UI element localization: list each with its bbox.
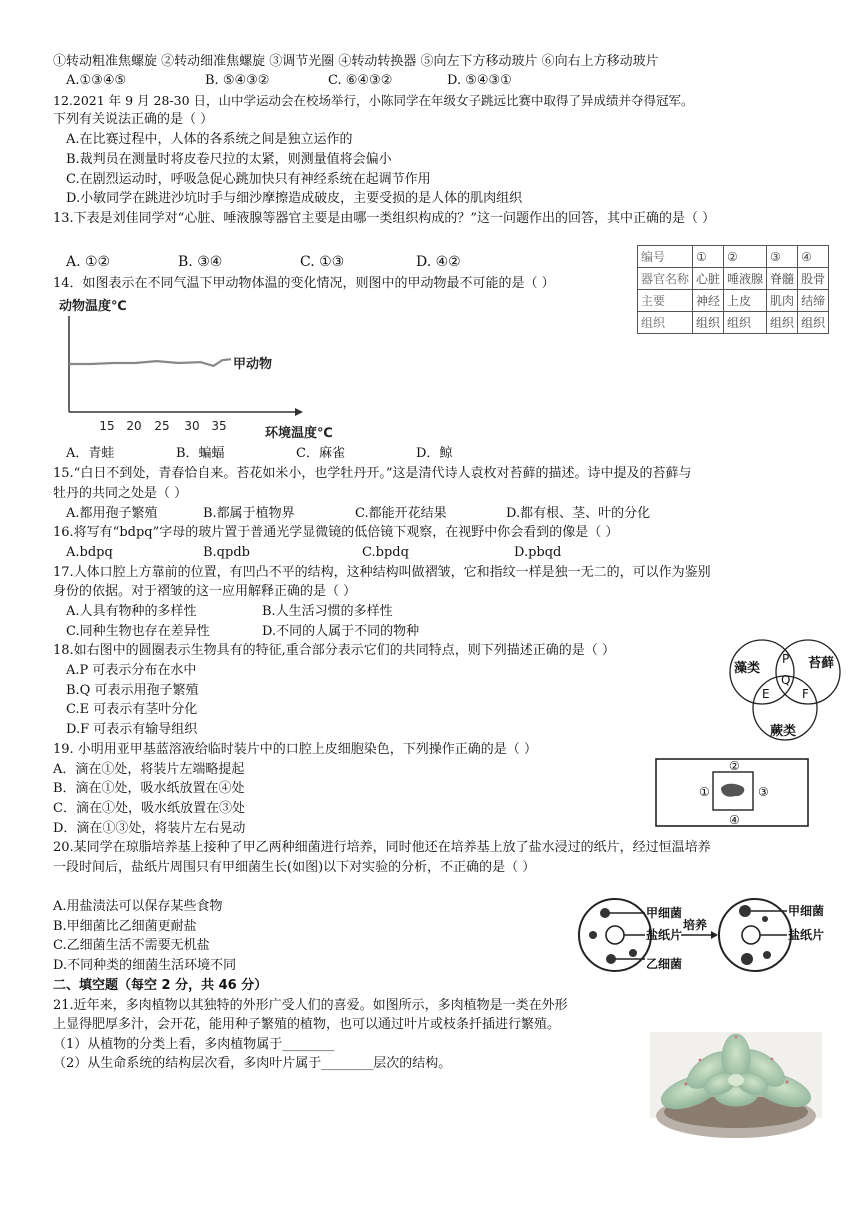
colony-b-after: [741, 953, 753, 965]
table-cell: ①: [693, 246, 724, 268]
colony-b-before: [606, 954, 616, 964]
q12-option-d: D.小敏同学在跳进沙坑时手与细沙摩擦造成破皮，主要受损的是人体的肌肉组织: [66, 191, 523, 206]
table-cell: 股骨: [798, 268, 829, 290]
q19-option-a: A．滴在①处，将装片左端略提起: [53, 762, 245, 777]
venn-diagram: [722, 636, 850, 752]
position-1: ①: [699, 785, 710, 799]
q20-stem-2: 一段时间后，盐纸片周围只有甲细菌生长(如图)以下对实验的分析，不正确的是（ ）: [53, 860, 536, 875]
table-cell: 心脏: [693, 268, 724, 290]
position-2: ②: [729, 759, 740, 773]
colony-c-before: [629, 949, 637, 957]
q18-option-d: D.F 可表示有输导组织: [66, 722, 198, 737]
label-e: E: [762, 687, 770, 701]
x-tick-label: 30: [184, 419, 200, 433]
x-ticks: [99, 419, 226, 433]
q18-option-a: A.P 可表示分布在水中: [66, 663, 197, 678]
section-title: 二、填空题（每空 2 分，共 46 分）: [53, 978, 268, 993]
table-cell: 上皮: [724, 290, 767, 312]
q11-steps: ①转动粗准焦螺旋 ②转动细准焦螺旋 ③调节光圈 ④转动转换器 ⑤向左下方移动玻片 ⑥向右上方移动玻片: [53, 54, 659, 69]
table-row: [638, 268, 829, 290]
paper-after: [742, 926, 760, 944]
label-jia: 甲细菌: [646, 906, 683, 920]
q12-stem: 12.2021 年 9 月 28-30 日，山中学运动会在校场举行，小陈同学在年级女子跳远比赛中取得了异成绩并夺得冠军。: [53, 93, 694, 108]
q21-sub-2: （2）从生命系统的结构层次看，多肉叶片属于________层次的结构。: [53, 1056, 452, 1071]
q12-option-c: C.在剧烈运动时，呼吸急促心跳加快只有神经系统在起调节作用: [66, 172, 431, 187]
q14-option-c: C．麻雀: [296, 446, 345, 461]
table-row: [638, 246, 829, 268]
position-4: ④: [729, 813, 740, 827]
table-cell: ④: [798, 246, 829, 268]
table-cell: 结缔: [798, 290, 829, 312]
q13-option-c: C. ①③: [300, 254, 345, 270]
x-axis-arrow: [295, 408, 303, 416]
label-yi: 乙细菌: [646, 957, 683, 971]
x-tick-label: 25: [154, 419, 170, 433]
succulent-photo: [650, 1032, 822, 1118]
q21-stem-2: 上显得肥厚多汁，会开花，能用种子繁殖的植物，也可以通过叶片或枝条扦插进行繁殖。: [53, 1017, 561, 1032]
label-fern: 蕨类: [770, 724, 797, 739]
label-salt-2: 盐纸片: [788, 928, 825, 942]
q14-option-a: A．青蛙: [66, 446, 115, 461]
table-cell: 组织: [638, 312, 693, 334]
q20-option-b: B.甲细菌比乙细菌更耐盐: [53, 919, 197, 934]
q15-option-c: C.都能开花结果: [355, 506, 447, 521]
table-cell: 编号: [638, 246, 693, 268]
q17-stem: 17.人体口腔上方靠前的位置，有凹凸不平的结构，这种结构叫做褶皱，它和指纹一样是独一无二的，可以作为鉴别: [53, 565, 711, 580]
label-moss: 苔藓: [808, 656, 835, 671]
q18-option-b: B.Q 可表示用孢子繁殖: [66, 683, 199, 698]
series-label: 甲动物: [233, 357, 273, 372]
table-row: [638, 312, 829, 334]
label-p: P: [782, 652, 790, 666]
q13-stem: 13.下表是刘佳同学对“心脏、唾液腺等器官主要是由哪一类组织构成的？”这一问题作出的回答，其中正确的是（ ）: [53, 211, 716, 226]
q16-option-b: B.qpdb: [203, 545, 250, 560]
table-cell: 神经: [693, 290, 724, 312]
q21-sub-1: （1）从植物的分类上看，多肉植物属于________: [53, 1037, 335, 1052]
q17-stem-2: 身份的依据。对于褶皱的这一应用解释正确的是（ ）: [53, 584, 357, 599]
q13-option-b: B. ③④: [178, 254, 223, 270]
y-axis-label: 动物温度℃: [59, 299, 127, 314]
q13-option-d: D. ④②: [416, 254, 461, 270]
q17-option-b: B.人生活习惯的多样性: [262, 604, 393, 619]
q14-option-b: B．蝙蝠: [176, 446, 225, 461]
q19-stem: 19. 小明用亚甲基蓝溶液给临时装片中的口腔上皮细胞染色，下列操作正确的是（ ）: [53, 742, 537, 757]
table-cell: 主要: [638, 290, 693, 312]
q15-option-b: B.都属于植物界: [203, 506, 295, 521]
slide-diagram: [655, 758, 810, 828]
table-cell: 器官名称: [638, 268, 693, 290]
q12-option-a: A.在比赛过程中，人体的各系统之间是独立运作的: [66, 132, 353, 147]
label-algae: 藻类: [734, 661, 761, 676]
bacteria-culture-diagram: [575, 889, 855, 981]
table-cell: 组织: [693, 312, 724, 334]
q15-option-d: D.都有根、茎、叶的分化: [506, 506, 651, 521]
body-temperature-chart: [55, 296, 333, 446]
table-cell: 组织: [724, 312, 767, 334]
q16-option-c: C.bpdq: [362, 545, 409, 560]
q21-stem: 21.近年来，多肉植物以其独特的外形广受人们的喜爱。如图所示，多肉植物是一类在外形: [53, 998, 568, 1013]
colony-jia-after: [739, 905, 751, 917]
q16-option-a: A.bdpq: [66, 545, 113, 560]
q15-option-a: A.都用孢子繁殖: [66, 506, 158, 521]
colony-c-after: [763, 951, 771, 959]
label-culture: 培养: [683, 918, 708, 932]
culture-arrowhead: [711, 931, 718, 939]
q11-option-c: C. ⑥④③②: [328, 73, 393, 88]
q20-stem: 20.某同学在琼脂培养基上接种了甲乙两种细菌进行培养，同时他还在培养基上放了盐水浸过的纸片，经过恒温培养: [53, 840, 711, 855]
q18-option-c: C.E 可表示有茎叶分化: [66, 702, 198, 717]
q12-option-b: B.裁判员在测量时将皮卷尺拉的太紧，则测量值将会偏小: [66, 152, 392, 167]
q11-option-a: A.①③④⑤: [66, 73, 127, 88]
q19-option-b: B．滴在①处，吸水纸放置在④处: [53, 781, 245, 796]
q13-option-a: A. ①②: [66, 254, 111, 270]
table-cell: 肌肉: [767, 290, 798, 312]
series-line: [69, 359, 231, 366]
paper-before: [606, 926, 624, 944]
q14-option-d: D．鲸: [416, 446, 453, 461]
table-cell: 唾液腺: [724, 268, 767, 290]
organ-tissue-table: [637, 245, 829, 334]
table-cell: 脊髓: [767, 268, 798, 290]
q20-option-a: A.用盐渍法可以保存某些食物: [53, 899, 223, 914]
q15-stem-2: 牡丹的共同之处是（ ）: [53, 486, 188, 501]
q20-option-d: D.不同种类的细菌生活环境不同: [53, 958, 237, 973]
q17-option-a: A.人具有物种的多样性: [66, 604, 197, 619]
x-tick-label: 15: [99, 419, 115, 433]
q19-option-c: C．滴在①处，吸水纸放置在③处: [53, 801, 245, 816]
table-cell: 组织: [798, 312, 829, 334]
label-jia-2: 甲细菌: [788, 904, 825, 918]
colony-a-before: [589, 931, 597, 939]
x-tick-label: 35: [211, 419, 227, 433]
q18-stem: 18.如右图中的圆圈表示生物具有的特征,重合部分表示它们的共同特点，则下列描述正确的是（ ）: [53, 643, 615, 658]
q19-option-d: D．滴在①③处，将装片左右晃动: [53, 821, 246, 836]
table-cell: 组织: [767, 312, 798, 334]
q17-option-c: C.同种生物也存在差异性: [66, 624, 210, 639]
table-row: [638, 290, 829, 312]
q17-option-d: D.不同的人属于不同的物种: [262, 624, 420, 639]
label-q: Q: [781, 673, 791, 687]
label-f: F: [802, 687, 809, 701]
q11-option-d: D. ⑤④③①: [447, 73, 512, 88]
label-salt: 盐纸片: [646, 928, 683, 942]
x-axis-label: 环境温度℃: [265, 426, 333, 441]
x-tick-label: 20: [126, 419, 142, 433]
q15-stem: 15.“白日不到处，青春恰自来。苔花如米小，也学牡丹开。”这是清代诗人袁枚对苔藓的描述。诗中提及的苔藓与: [53, 466, 692, 481]
q14-stem: 14．如图表示在不同气温下甲动物体温的变化情况，则图中的甲动物最不可能的是（ ）: [53, 276, 555, 291]
table-cell: ②: [724, 246, 767, 268]
q11-option-b: B. ⑤④③②: [205, 73, 270, 88]
colony-a-after: [762, 916, 768, 922]
q16-stem: 16.将写有“bdpq”字母的玻片置于普通光学显微镜的低倍镜下观察，在视野中你会看到的像是（ ）: [53, 525, 619, 540]
table-cell: ③: [767, 246, 798, 268]
position-3: ③: [758, 785, 769, 799]
colony-jia-before: [600, 908, 610, 918]
q20-option-c: C.乙细菌生活不需要无机盐: [53, 938, 210, 953]
q12-stem-2: 下列有关说法正确的是（ ）: [53, 112, 214, 127]
q16-option-d: D.pbqd: [514, 545, 562, 560]
